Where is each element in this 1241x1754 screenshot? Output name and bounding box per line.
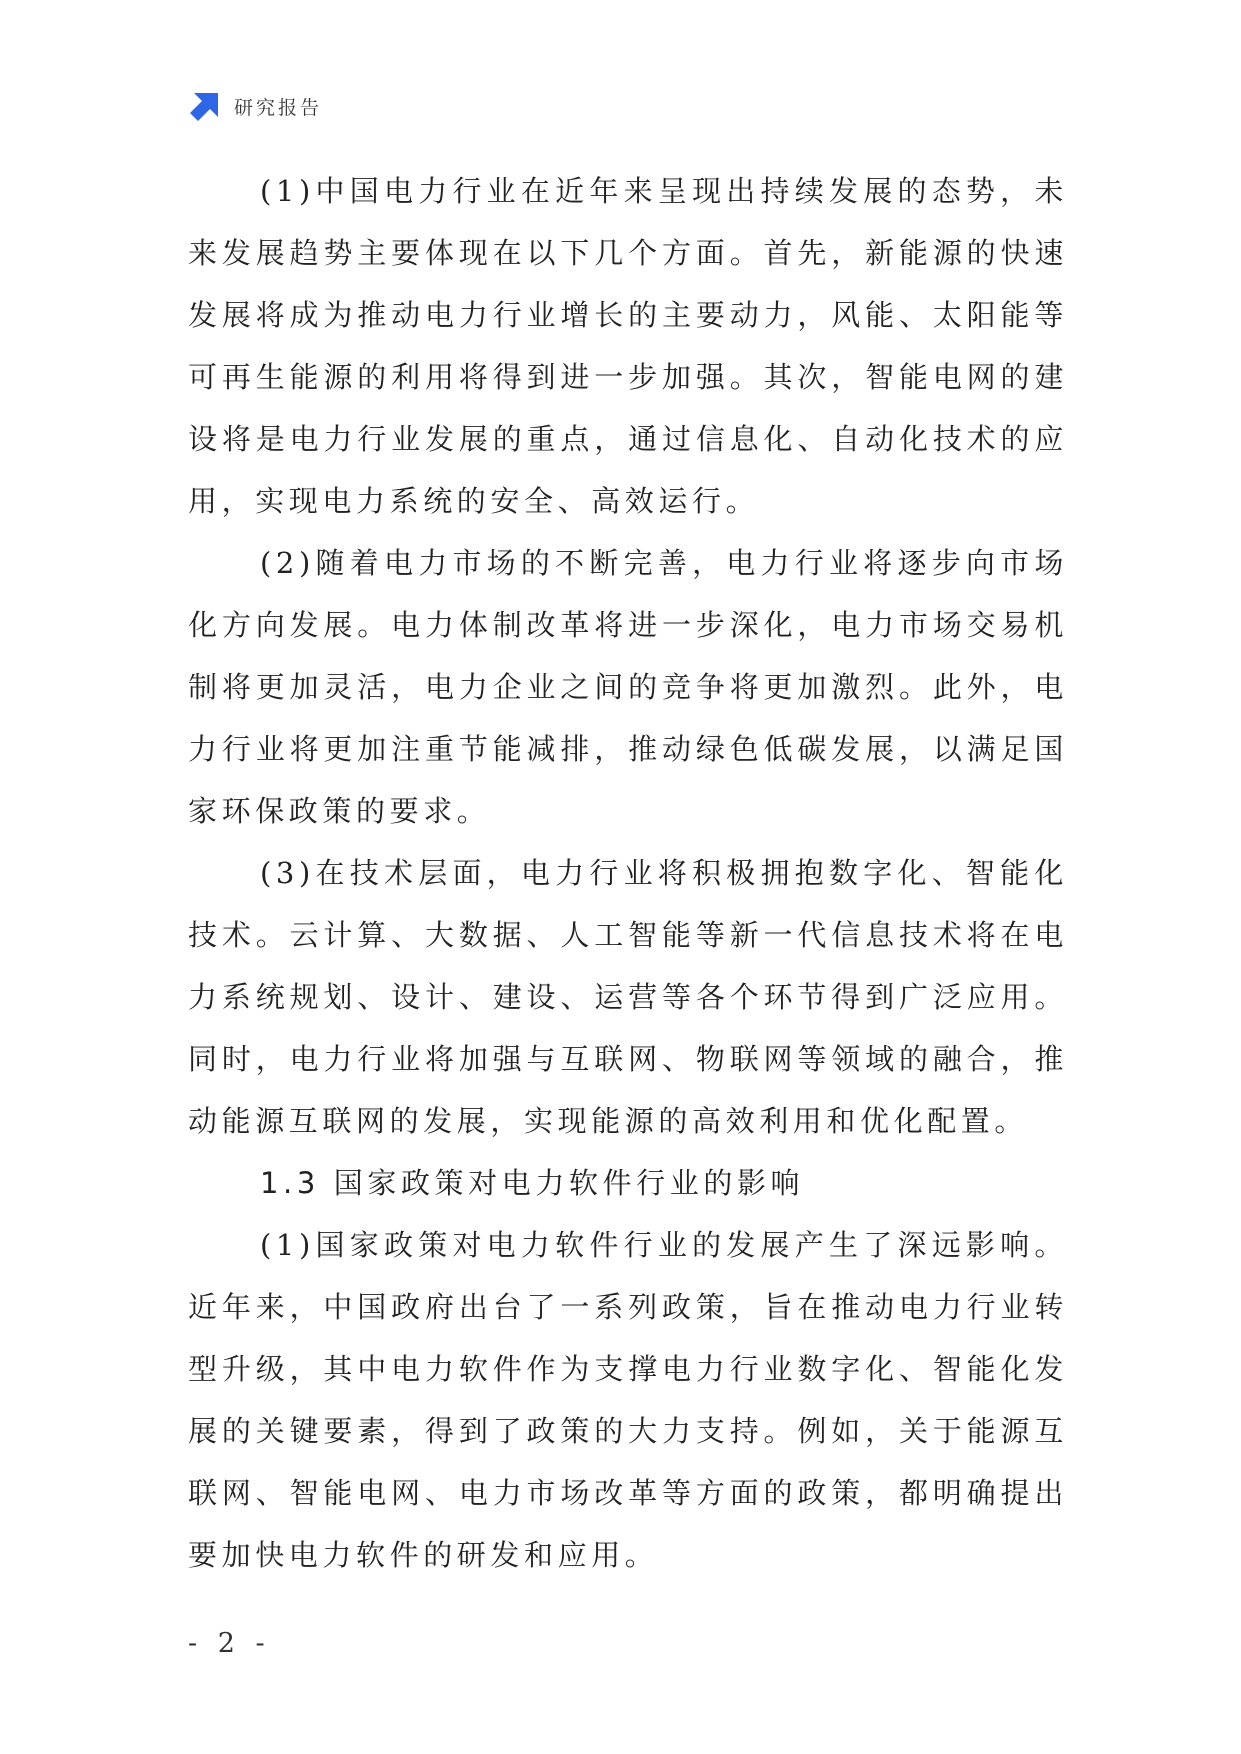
section-paragraph-1: (1)国家政策对电力软件行业的发展产生了深远影响。近年来，中国政府出台了一系列政策，旨在推动电力行业转型升级，其中电力软件作为支撑电力行业数字化、智能化发展的关键要素，得到了政策的大力支持。例如，关于能源互联网、智能电网、电力市场改革等方面的政策，都明确提出要加快电力软件的研发和应用。	[188, 1228, 1068, 1572]
paragraph-2: (2)随着电力市场的不断完善，电力行业将逐步向市场化方向发展。电力体制改革将进一步深化，电力市场交易机制将更加灵活，电力企业之间的竞争将更加激烈。此外，电力行业将更加注重节能减排，推动绿色低碳发展，以满足国家环保政策的要求。	[188, 546, 1068, 828]
logo-shape	[190, 93, 218, 121]
paragraph-1: (1)中国电力行业在近年来呈现出持续发展的态势，未来发展趋势主要体现在以下几个方面。首先，新能源的快速发展将成为推动电力行业增长的主要动力，风能、太阳能等可再生能源的利用将得到进一步加强。其次，智能电网的建设将是电力行业发展的重点，通过信息化、自动化技术的应用，实现电力系统的安全、高效运行。	[188, 174, 1068, 518]
page-number: - 2 -	[188, 1628, 271, 1659]
section-heading: 1.3 国家政策对电力软件行业的影响	[260, 1166, 805, 1200]
arrow-up-right-icon	[188, 89, 222, 123]
page-header	[188, 88, 322, 124]
header-title: 研究报告	[234, 96, 323, 119]
paragraph-3: (3)在技术层面，电力行业将积极拥抱数字化、智能化技术。云计算、大数据、人工智能等新一代信息技术将在电力系统规划、设计、建设、运营等各个环节得到广泛应用。同时，电力行业将加强与互联网、物联网等领域的融合，推动能源互联网的发展，实现能源的高效利用和优化配置。	[188, 856, 1068, 1138]
document-body	[188, 160, 1068, 1586]
